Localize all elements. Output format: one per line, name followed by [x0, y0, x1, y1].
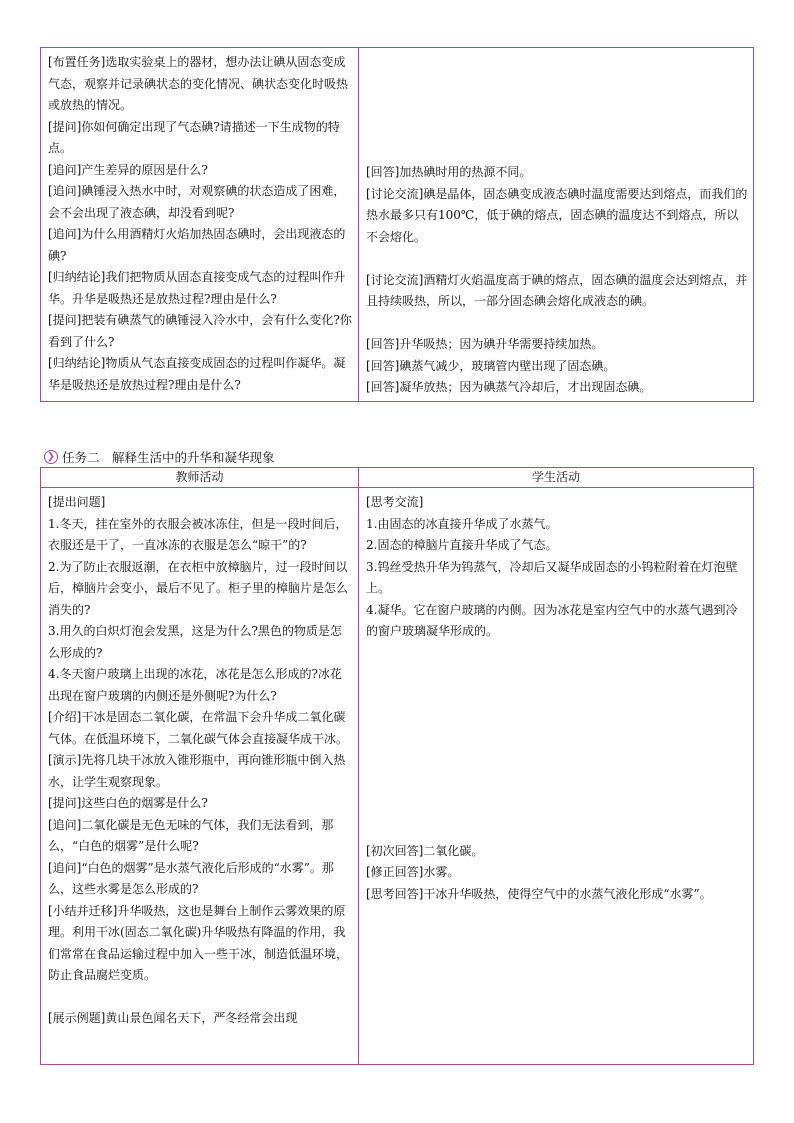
- paragraph: [366, 600, 748, 643]
- paragraph-text: 2.固态的樟脑片直接升华成了气态。: [366, 538, 558, 552]
- paragraph-text: 2.为了防止衣服返潮，在衣柜中放樟脑片，过一段时间以后，樟脑片会变小，最后不见了。柜子里的樟脑片是怎么消失的?: [48, 559, 349, 617]
- paragraph-text: 凝华放热；因为碘蒸气冷却后，才出现固态碘。: [399, 380, 652, 394]
- paragraph-text: 先将几块干冰放入锥形瓶中，再向锥形瓶中倒入热水，让学生观察现象。: [48, 753, 346, 789]
- paragraph-tag: [追问]: [48, 817, 82, 832]
- paragraph-text: 这些白色的烟雾是什么?: [81, 796, 208, 810]
- paragraph: [48, 1008, 353, 1030]
- paragraph-text: 干冰是固态二氧化碳，在常温下会升华成二氧化碳气体。在低温环境下，二氧化碳气体会直接凝华成干冰。: [48, 710, 349, 746]
- paragraph-text: 升华吸热，这也是舞台上制作云雾效果的原理。利用干冰(固态二氧化碳)升华吸热有降温的作用，我们常常在食品运输过程中加入一些干冰，制造低温环境，防止食品腐烂变质。: [48, 903, 349, 982]
- teacher-activity-cell: [41, 48, 359, 402]
- paragraph: [366, 514, 748, 536]
- paragraph-tag: [介绍]: [48, 710, 82, 724]
- paragraph-tag: [提问]: [48, 796, 82, 810]
- paragraph: [366, 184, 748, 249]
- student-column-header: 学生活动: [359, 468, 754, 488]
- paragraph-text: 4.冬天窗户玻璃上出现的冰花，冰花是怎么形成的?冰花出现在窗户玻璃的内侧还是外侧呢?为什么?: [48, 667, 342, 703]
- paragraph-tag: [思考交流]: [366, 495, 424, 509]
- paragraph: [366, 356, 748, 378]
- student-activity-cell: [359, 488, 754, 1065]
- paragraph: [48, 750, 353, 793]
- paragraph-tag: [归纳结论]: [48, 356, 106, 370]
- paragraph: [48, 224, 353, 267]
- paragraph: [48, 815, 353, 858]
- paragraph-text: “白色的烟雾”是水蒸气液化后形成的“水雾”。那么，这些水雾是怎么形成的?: [48, 860, 334, 896]
- teacher-activity-cell: [41, 488, 359, 1065]
- paragraph-text: 3.用久的白炽灯泡会发黑，这是为什么?黑色的物质是怎么形成的?: [48, 624, 342, 660]
- paragraph-tag: [追问]: [48, 227, 82, 241]
- paragraph-tag: [布置任务]: [48, 55, 106, 69]
- paragraph-text: 选取实验桌上的器材，想办法让碘从固态变成气态，观察并记录碘状态的变化情况、碘状态变化时吸热或放热的情况。: [48, 55, 349, 112]
- paragraph-text: 二氧化碳是无色无味的气体，我们无法看到，那么，“白色的烟雾”是什么呢?: [48, 817, 334, 853]
- paragraph: [366, 334, 748, 356]
- paragraph: [48, 267, 353, 310]
- paragraph-text: 碘蒸气减少，玻璃管内壁出现了固态碘。: [399, 358, 616, 373]
- paragraph-tag: [修正回答]: [366, 865, 424, 879]
- paragraph-text: 把装有碘蒸气的碘锤浸入冷水中，会有什么变化?你看到了什么?: [48, 313, 352, 349]
- teacher-column-header: 教师活动: [41, 468, 359, 488]
- paragraph: [366, 862, 748, 884]
- paragraph-text: 碘是晶体，固态碘变成液态碘时温度需要达到熔点，而我们的热水最多只有100℃，低于碘的熔点，固态碘的温度达不到熔点，所以不会熔化。: [366, 186, 748, 244]
- student-activity-cell: [359, 48, 754, 402]
- paragraph-tag: [追问]: [48, 860, 82, 875]
- paragraph: [366, 492, 748, 514]
- paragraph: [48, 52, 353, 117]
- paragraph-tag: [回答]: [366, 165, 400, 179]
- paragraph-tag: [回答]: [366, 337, 400, 351]
- paragraph-text: 物质从气态直接变成固态的过程叫作凝华。凝华是吸热还是放热过程?理由是什么?: [48, 356, 346, 392]
- paragraph: [48, 664, 353, 707]
- paragraph: [366, 162, 748, 184]
- paragraph-tag: [归纳结论]: [48, 270, 106, 284]
- paragraph-text: 产生差异的原因是什么?: [81, 162, 208, 177]
- paragraph: [48, 901, 353, 987]
- paragraph-text: 升华吸热；因为碘升华需要持续加热。: [399, 337, 604, 351]
- paragraph: [366, 841, 748, 863]
- paragraph-tag: [提出问题]: [48, 495, 106, 509]
- paragraph: [48, 793, 353, 815]
- section-title: 任务二 解释生活中的升华和凝华现象: [62, 450, 275, 465]
- paragraph-tag: [讨论交流]: [366, 272, 424, 287]
- task1-table: [40, 47, 754, 402]
- paragraph-text: 4.凝华。它在窗户玻璃的内侧。因为冰花是室内空气中的水蒸气遇到冷的窗户玻璃凝华形成的。: [366, 602, 738, 638]
- section-heading: [44, 448, 275, 466]
- paragraph-tag: [小结并迁移]: [48, 903, 118, 918]
- paragraph: [48, 621, 353, 664]
- paragraph-text: 1.冬天，挂在室外的衣服会被冰冻住，但是一段时间后，衣服还是干了，一直冰冻的衣服是怎么“晾干”的?: [48, 516, 348, 552]
- paragraph: [48, 181, 353, 224]
- paragraph-tag: [展示例题]: [48, 1011, 106, 1025]
- paragraph: [366, 884, 748, 906]
- paragraph-tag: [追问]: [48, 162, 82, 177]
- paragraph-text: 干冰升华吸热，使得空气中的水蒸气液化形成“水雾”。: [423, 886, 712, 901]
- paragraph: [48, 160, 353, 182]
- paragraph-text: 酒精灯火焰温度高于碘的熔点，固态碘的温度会达到熔点，并且持续吸热，所以，一部分固态碘会熔化成液态的碘。: [366, 272, 748, 308]
- paragraph-tag: [追问]: [48, 184, 82, 198]
- paragraph-text: 二氧化碳。: [423, 843, 484, 858]
- paragraph: [48, 353, 353, 396]
- paragraph: [48, 492, 353, 514]
- paragraph: [48, 117, 353, 160]
- paragraph-text: 你如何确定出现了气态碘?请描述一下生成物的特点。: [48, 119, 340, 155]
- paragraph-tag: [回答]: [366, 380, 400, 394]
- paragraph-text: 1.由固态的冰直接升华成了水蒸气。: [366, 516, 558, 531]
- paragraph-tag: [讨论交流]: [366, 186, 424, 201]
- paragraph: [366, 270, 748, 313]
- paragraph-tag: [提问]: [48, 119, 82, 134]
- paragraph-tag: [回答]: [366, 358, 400, 373]
- paragraph: [48, 858, 353, 901]
- paragraph-text: 我们把物质从固态直接变成气态的过程叫作升华。升华是吸热还是放热过程?理由是什么?: [48, 270, 346, 306]
- paragraph: [366, 535, 748, 557]
- chevron-right-icon: ❯: [44, 450, 58, 464]
- paragraph-text: 碘锤浸入热水中时，对观察碘的状态造成了困难，会不会出现了液态碘，却没看到呢?: [48, 184, 346, 220]
- paragraph: [366, 557, 748, 600]
- task2-table: [40, 467, 754, 1065]
- paragraph-text: 黄山景色闻名天下，严冬经常会出现: [105, 1011, 298, 1025]
- paragraph-tag: [提问]: [48, 313, 82, 327]
- paragraph-text: 水雾。: [423, 865, 460, 879]
- paragraph: [48, 310, 353, 353]
- paragraph-tag: [思考回答]: [366, 886, 424, 901]
- paragraph-text: 3.钨丝受热升华为钨蒸气，冷却后又凝华成固态的小钨粒附着在灯泡壁上。: [366, 559, 738, 595]
- paragraph: [48, 707, 353, 750]
- paragraph: [48, 557, 353, 622]
- paragraph: [48, 514, 353, 557]
- paragraph-tag: [演示]: [48, 753, 82, 767]
- paragraph-text: 为什么用酒精灯火焰加热固态碘时，会出现液态的碘?: [48, 227, 346, 263]
- paragraph-text: 加热碘时用的热源不同。: [399, 165, 532, 179]
- paragraph-tag: [初次回答]: [366, 843, 424, 858]
- paragraph: [366, 377, 748, 399]
